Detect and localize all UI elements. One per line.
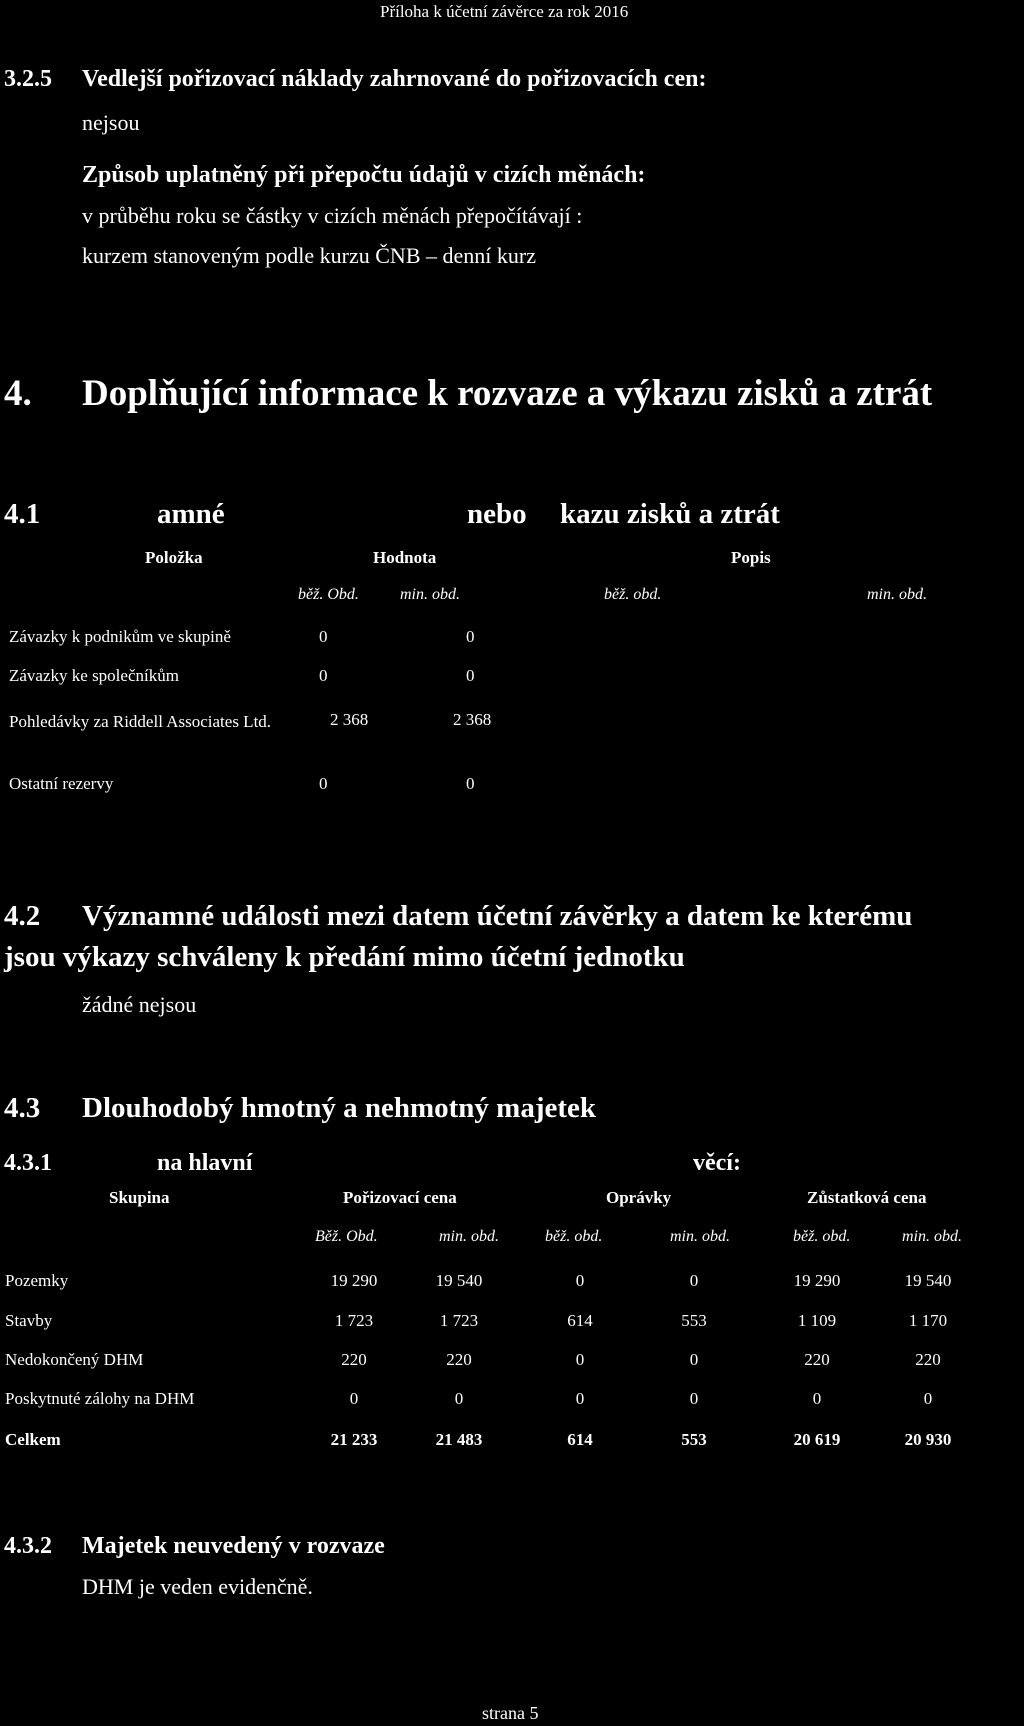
section-number: 4.3 [4, 1092, 41, 1124]
section-number: 4.2 [4, 900, 41, 932]
table-cell: 0 [466, 666, 475, 685]
table-cell: 1 109 [797, 1311, 837, 1330]
table-cell: 0 [812, 1389, 822, 1408]
table-cell: 0 [575, 1271, 585, 1290]
chapter-title: Doplňující informace k rozvaze a výkazu zisků a ztrát [82, 373, 933, 414]
table-cell: 0 [689, 1350, 699, 1369]
table-row-label: Stavby [5, 1311, 53, 1330]
page-header: Příloha k účetní závěrce za rok 2016 [380, 2, 629, 21]
table-cell: 0 [319, 666, 328, 685]
section-number: 4.3.1 [4, 1150, 52, 1176]
column-header-opravky: Oprávky [606, 1188, 672, 1207]
table-cell: 614 [567, 1311, 593, 1330]
section-title-fragment: na hlavní [157, 1150, 253, 1176]
table-cell: 0 [689, 1389, 699, 1408]
table-cell: 0 [575, 1389, 585, 1408]
table-cell: 220 [341, 1350, 367, 1369]
table-row-label: Nedokončený DHM [5, 1350, 144, 1369]
table-row-label: Závazky ke společníkům [9, 666, 179, 685]
table-row-label: Poskytnuté zálohy na DHM [5, 1389, 195, 1408]
column-subheader: běž. obd. [604, 586, 662, 603]
column-header-popis: Popis [731, 548, 771, 567]
table-cell: 19 540 [435, 1271, 483, 1290]
text-line: kurzem stanoveným podle kurzu ČNB – denní kurz [82, 243, 536, 268]
page-number: strana 5 [482, 1703, 539, 1723]
table-cell: 0 [349, 1389, 359, 1408]
table-cell: 0 [319, 627, 328, 646]
column-subheader: běž. obd. [545, 1228, 603, 1245]
table-cell: 20 930 [904, 1430, 952, 1449]
table-cell: 21 483 [435, 1430, 483, 1449]
table-cell: 2 368 [453, 710, 492, 729]
section-number: 4.3.2 [4, 1533, 52, 1559]
section-title: Dlouhodobý hmotný a nehmotný majetek [82, 1092, 596, 1124]
section-number: 3.2.5 [4, 66, 52, 92]
column-subheader: Běž. Obd. [315, 1228, 378, 1245]
table-cell: 0 [466, 774, 475, 793]
text-line: v průběhu roku se částky v cizích měnách přepočítávají : [82, 203, 583, 228]
table-cell: 0 [466, 627, 475, 646]
table-cell: 21 233 [330, 1430, 378, 1449]
section-number: 4.1 [4, 498, 41, 530]
table-cell: 0 [454, 1389, 464, 1408]
table-cell: 19 540 [904, 1271, 952, 1290]
table-cell: 1 723 [439, 1311, 479, 1330]
column-subheader: běž. Obd. [298, 586, 359, 603]
table-cell: 2 368 [330, 710, 369, 729]
table-cell: 0 [319, 774, 328, 793]
table-cell: 0 [923, 1389, 933, 1408]
table-cell: 20 619 [793, 1430, 841, 1449]
table-cell: 220 [915, 1350, 941, 1369]
table-cell: 19 290 [330, 1271, 378, 1290]
table-row-label: Závazky k podnikům ve skupině [9, 627, 231, 646]
column-header-polozka: Položka [145, 548, 203, 567]
section-title-fragment: amné [157, 498, 225, 530]
table-cell: 220 [804, 1350, 830, 1369]
table-cell: 0 [689, 1271, 699, 1290]
chapter-number: 4. [4, 373, 32, 414]
section-subtitle: Způsob uplatněný při přepočtu údajů v cizích měnách: [82, 162, 646, 188]
table-cell: 553 [681, 1430, 707, 1449]
column-header-zustatkova-cena: Zůstatková cena [807, 1188, 927, 1207]
section-value: DHM je veden evidenčně. [82, 1574, 313, 1599]
column-subheader: min. obd. [439, 1228, 499, 1245]
column-subheader: min. obd. [400, 586, 460, 603]
table-cell: 19 290 [793, 1271, 841, 1290]
section-title-line: jsou výkazy schváleny k předání mimo účetní jednotku [4, 941, 685, 973]
section-title: Vedlejší pořizovací náklady zahrnované do pořizovacích cen: [82, 66, 707, 92]
section-value: nejsou [82, 110, 140, 135]
column-header-porizovaci-cena: Pořizovací cena [343, 1188, 457, 1207]
column-subheader: min. obd. [867, 586, 927, 603]
table-cell: 0 [575, 1350, 585, 1369]
table-total-label: Celkem [5, 1430, 61, 1449]
section-title: Majetek neuvedený v rozvaze [82, 1533, 385, 1559]
table-cell: 614 [567, 1430, 593, 1449]
column-subheader: min. obd. [902, 1228, 962, 1245]
section-title-fragment: věcí: [693, 1150, 741, 1176]
section-title-line: Významné události mezi datem účetní závěrky a datem ke kterému [82, 900, 913, 932]
section-title-fragment: nebo [467, 498, 527, 530]
column-subheader: běž. obd. [793, 1228, 851, 1245]
table-row-label: Pozemky [5, 1271, 69, 1290]
table-row-label: Pohledávky za Riddell Associates Ltd. [9, 712, 272, 731]
section-value: žádné nejsou [82, 992, 197, 1017]
table-cell: 220 [446, 1350, 472, 1369]
column-header-skupina: Skupina [109, 1188, 170, 1207]
column-subheader: min. obd. [670, 1228, 730, 1245]
table-cell: 553 [681, 1311, 707, 1330]
table-cell: 1 170 [908, 1311, 948, 1330]
column-header-hodnota: Hodnota [373, 548, 437, 567]
table-cell: 1 723 [334, 1311, 374, 1330]
section-title-fragment: kazu zisků a ztrát [560, 498, 780, 530]
table-row-label: Ostatní rezervy [9, 774, 114, 793]
